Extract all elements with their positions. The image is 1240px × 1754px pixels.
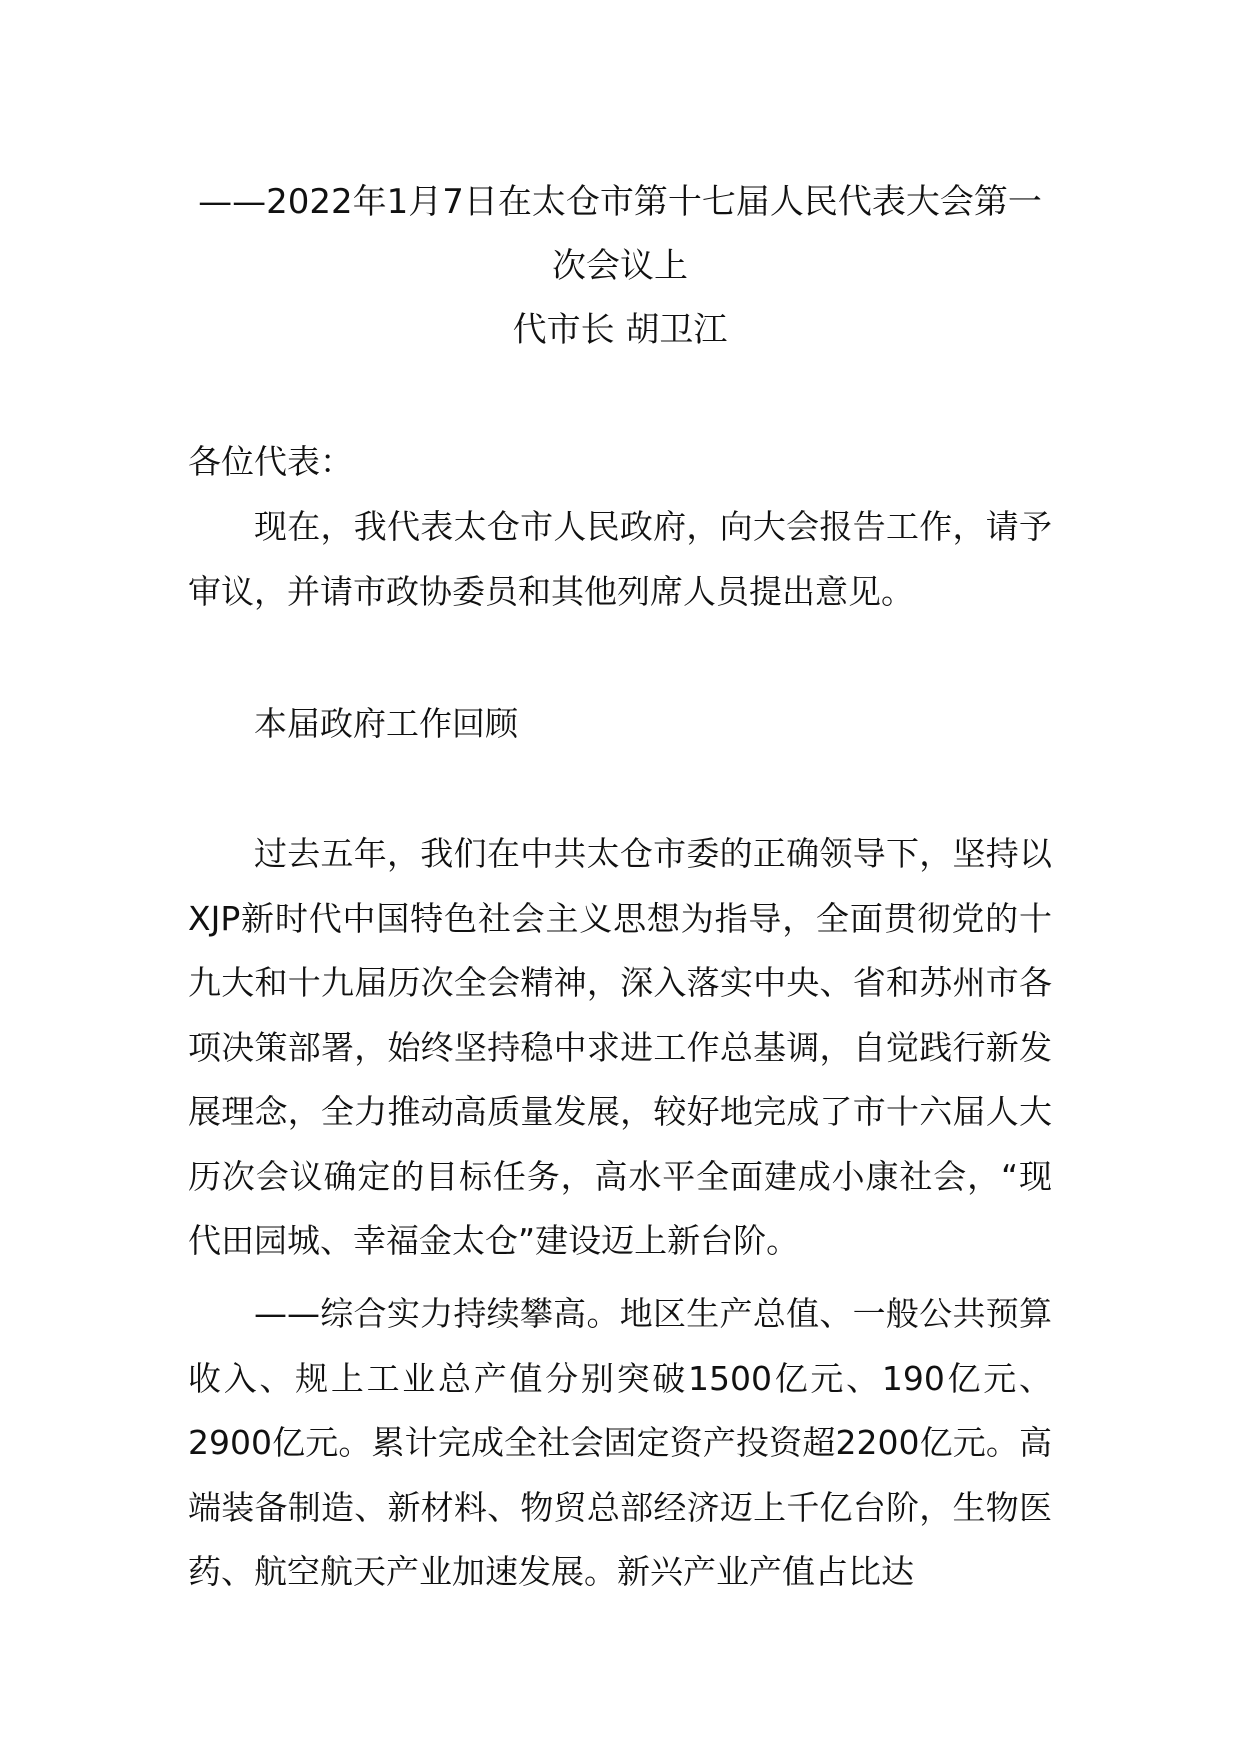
document-subtitle: ——2022年1月7日在太仓市第十七届人民代表大会第一次会议上	[198, 182, 1042, 286]
review-paragraph: 过去五年，我们在中共太仓市委的正确领导下，坚持以XJP新时代中国特色社会主义思想为指导，全面贯彻党的十九大和十九届历次全会精神，深入落实中央、省和苏州市各项决策部署，始终坚持稳中求进工作总基调，自觉践行新发展理念，全力推动高质量发展，较好地完成了市十六届人大历次会议确定的目标任务，高水平全面建成小康社会，“现代田园城、幸福金太仓”建设迈上新台阶。	[188, 834, 1052, 1260]
document-author: 代市长 胡卫江	[512, 310, 728, 350]
intro-paragraph: 现在，我代表太仓市人民政府，向大会报告工作，请予审议，并请市政协委员和其他列席人员提出意见。	[188, 507, 1052, 611]
salutation: 各位代表：	[188, 442, 353, 481]
strength-paragraph: ——综合实力持续攀高。地区生产总值、一般公共预算收入、规上工业总产值分别突破1500亿元、190亿元、2900亿元。累计完成全社会固定资产投资超2200亿元。高端装备制造、新材料、物贸总部经济迈上千亿台阶，生物医药、航空航天产业加速发展。新兴产业产值占比达	[188, 1294, 1052, 1591]
section-heading: 本届政府工作回顾	[254, 704, 518, 743]
document-header	[188, 170, 1052, 362]
